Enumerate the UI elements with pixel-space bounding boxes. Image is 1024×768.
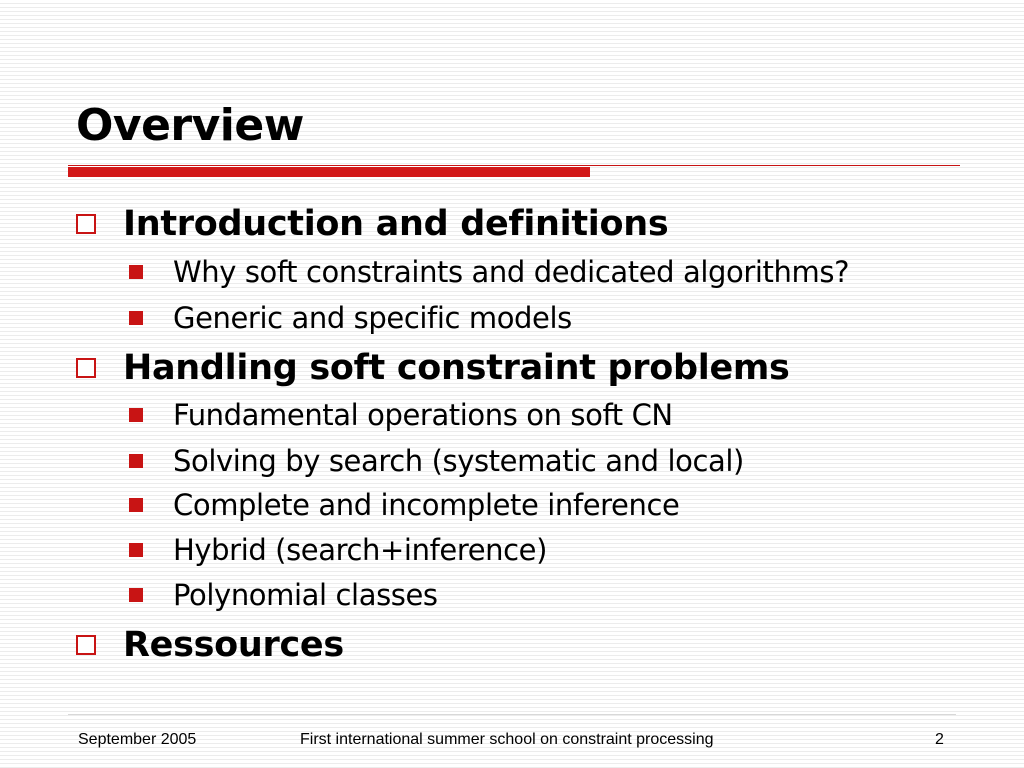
slide-title: Overview [76,100,304,151]
sub-bullet-text: Polynomial classes [173,578,438,612]
filled-square-bullet-icon [129,454,143,468]
sub-bullet-item [129,395,673,435]
sub-bullet-text: Complete and incomplete inference [173,488,680,522]
sub-bullet-item [129,575,438,615]
hollow-square-bullet-icon [76,214,96,234]
filled-square-bullet-icon [129,498,143,512]
sub-bullet-item [129,530,547,570]
bullet-text: Introduction and definitions [123,204,669,244]
footer-title: First international summer school on constraint processing [300,731,714,748]
sub-bullet-text: Solving by search (systematic and local) [173,444,744,478]
hollow-square-bullet-icon [76,635,96,655]
bullet-text: Handling soft constraint problems [123,348,790,388]
sub-bullet-item [129,252,849,292]
filled-square-bullet-icon [129,265,143,279]
filled-square-bullet-icon [129,408,143,422]
sub-bullet-text: Why soft constraints and dedicated algorithms? [173,255,850,289]
sub-bullet-text: Generic and specific models [173,301,572,335]
footer-divider [68,714,956,715]
sub-bullet-item [129,298,572,338]
sub-bullet-item [129,441,744,481]
sub-bullet-item [129,485,679,525]
hollow-square-bullet-icon [76,358,96,378]
filled-square-bullet-icon [129,588,143,602]
bullet-item [76,621,344,669]
filled-square-bullet-icon [129,311,143,325]
filled-square-bullet-icon [129,543,143,557]
page-number: 2 [935,731,944,748]
sub-bullet-text: Fundamental operations on soft CN [173,398,673,432]
footer-date: September 2005 [78,731,197,748]
sub-bullet-text: Hybrid (search+inference) [173,533,548,567]
bullet-item [76,344,790,392]
bullet-text: Ressources [123,625,344,665]
bullet-item [76,200,668,248]
